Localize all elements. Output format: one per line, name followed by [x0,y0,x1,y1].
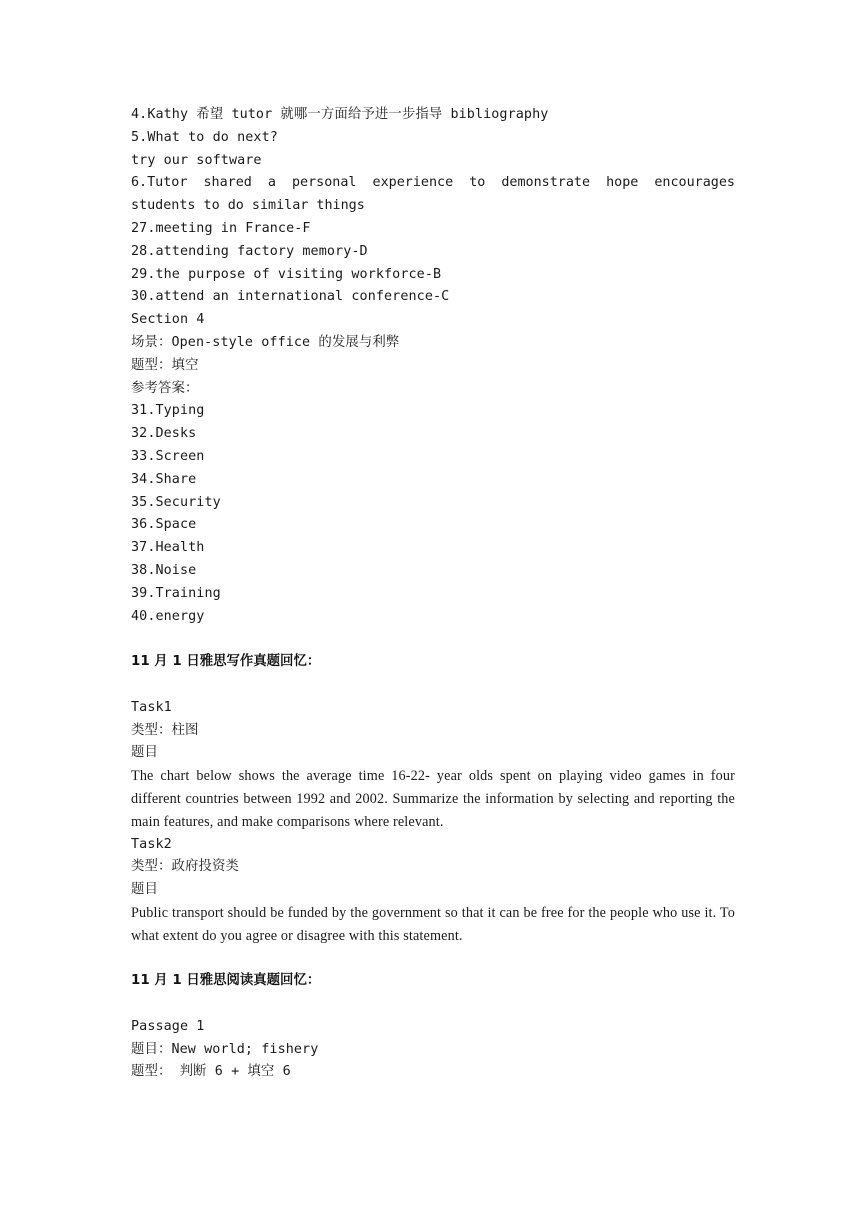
answer-item: 36.Space [131,517,197,533]
task1-prompt: The chart below shows the average time 16-22- year olds spent on playing video games in four different countries between 1992 and 2002. Summarize the information by selecting and reporting the main features, and make comparisons where relevant. [131,768,735,830]
spacer [131,628,735,651]
answer-item: 40.energy [131,608,205,624]
answer-item: 33.Screen [131,448,205,464]
task2-label: 题目 [131,882,158,898]
passage-1-topic: 题目：New world; fishery [131,1041,319,1057]
question-30: 30.attend an international conference-C [131,289,450,305]
answer-item: 37.Health [131,540,205,556]
question-29: 29.the purpose of visiting workforce-B [131,266,442,282]
spacer [131,993,735,1016]
task2-title: Task2 [131,836,172,852]
question-6: 6.Tutor shared a personal experience to demonstrate hope encourages students to do similar things [131,175,735,214]
task2-prompt: Public transport should be funded by the government so that it can be free for the people who use it. To what extent do you agree or disagree with this statement. [131,904,735,944]
spacer [131,947,735,970]
task1-type: 类型：柱图 [131,722,199,738]
question-5-answer: try our software [131,152,262,168]
question-27: 27.meeting in France-F [131,220,311,236]
task1-title: Task1 [131,699,172,715]
document-page [131,104,735,1084]
answer-item: 34.Share [131,471,197,487]
section-4-type: 题型：填空 [131,357,199,373]
spacer [131,674,735,697]
section-4-scene: 场景：Open-style office 的发展与利弊 [131,334,400,350]
section-4-answers-label: 参考答案： [131,380,199,396]
answer-item: 32.Desks [131,426,197,442]
passage-1-title: Passage 1 [131,1018,205,1034]
answer-item: 35.Security [131,494,221,510]
task1-label: 题目 [131,745,158,761]
passage-1-type: 题型： 判断 6 + 填空 6 [131,1064,291,1080]
task2-type: 类型：政府投资类 [131,859,239,875]
question-4: 4.Kathy 希望 tutor 就哪一方面给予进一步指导 bibliography [131,107,549,122]
section-4-answer-list [131,400,735,628]
answer-item: 39.Training [131,585,221,601]
question-28: 28.attending factory memory-D [131,243,368,259]
answer-item: 38.Noise [131,562,197,578]
question-5: 5.What to do next? [131,129,278,145]
reading-heading: 11 月 1 日雅思阅读真题回忆： [131,973,321,989]
answer-item: 31.Typing [131,403,205,419]
section-4-title: Section 4 [131,312,205,328]
writing-heading: 11 月 1 日雅思写作真题回忆： [131,654,321,670]
